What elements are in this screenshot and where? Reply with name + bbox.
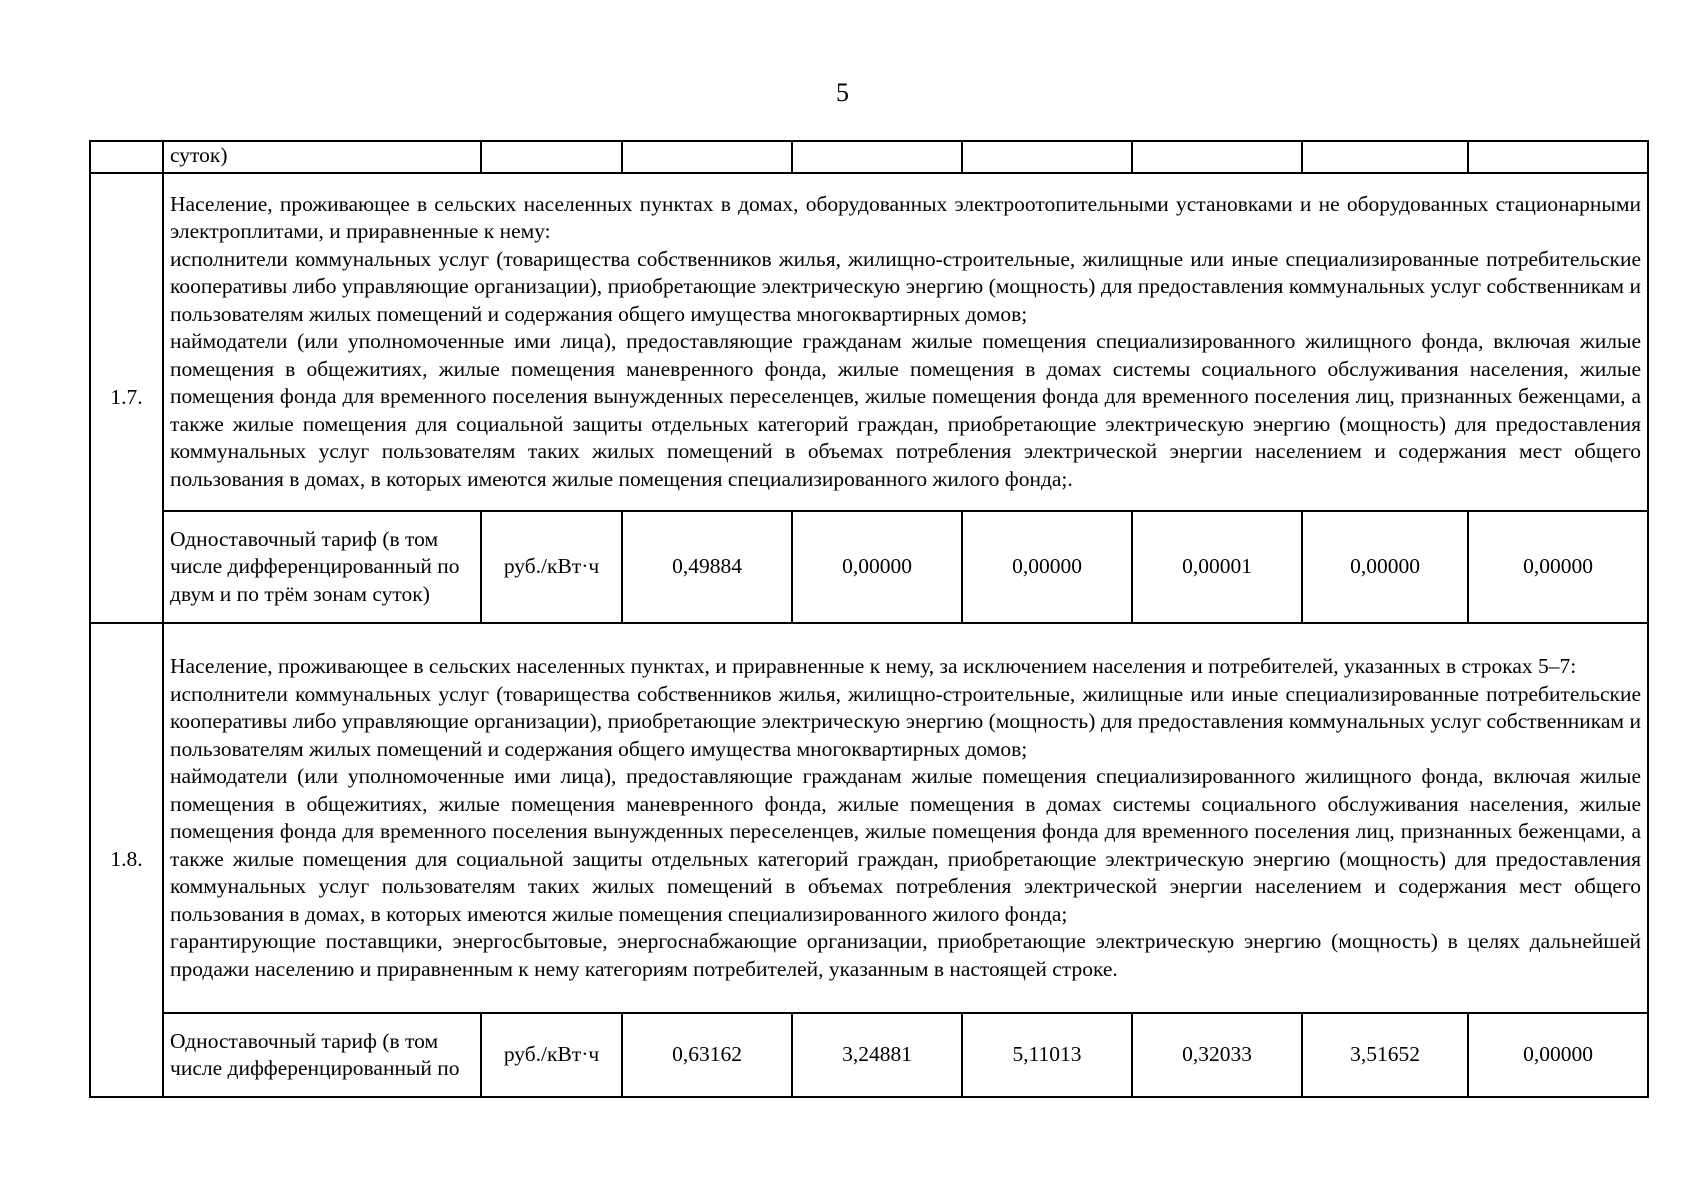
tariff-value: 0,00000 [962, 511, 1132, 623]
tariff-label: Одноставочный тариф (в том числе дифференцированный по [163, 1013, 481, 1097]
tariff-value: 0,00000 [1302, 511, 1468, 623]
description-paragraph: Население, проживающее в сельских населенных пунктах в домах, оборудованных электроотопительными установками и не оборудованных стационарными электроплитами, и приравненные к нему: [170, 191, 1641, 244]
tariff-unit: руб./кВт·ч [481, 511, 622, 623]
page-number: 5 [836, 78, 849, 107]
value-cell [962, 141, 1132, 173]
tariff-label: Одноставочный тариф (в том числе дифференцированный по двум и по трём зонам суток) [163, 511, 481, 623]
value-cell [1132, 141, 1302, 173]
section-row-1-8 [90, 623, 1648, 1013]
description-paragraph: гарантирующие поставщики, энергосбытовые, энергоснабжающие организации, приобретающие электрическую энергию (мощность) в целях дальнейшей продажи населению и приравненным к нему категориям потребителей, указанным в настоящей строке. [170, 929, 1641, 981]
tariff-value: 0,00000 [1468, 1013, 1648, 1097]
tariff-row [90, 1013, 1648, 1097]
consumer-description [163, 173, 1648, 511]
value-cell [1302, 141, 1468, 173]
tariff-value: 0,00000 [792, 511, 962, 623]
tariff-value: 0,00001 [1132, 511, 1302, 623]
tariff-value: 0,00000 [1468, 511, 1648, 623]
description-paragraph: исполнители коммунальных услуг (товарищества собственников жилья, жилищно-строительные, жилищные или иные специализированные потребительские кооперативы либо управляющие организации), приобретающие электрическую энергию (мощность) для предоставления коммунальных услуг собственникам и пользователям жилых помещений и содержания общего имущества многоквартирных домов; [170, 246, 1641, 326]
row-number: 1.8. [90, 623, 163, 1097]
tariff-unit: руб./кВт·ч [481, 1013, 622, 1097]
consumer-description [163, 623, 1648, 1013]
continuation-row [90, 141, 1648, 173]
tariff-value: 5,11013 [962, 1013, 1132, 1097]
description-paragraph: исполнители коммунальных услуг (товарищества собственников жилья, жилищно-строительные, жилищные или иные специализированные потребительские кооперативы либо управляющие организации), приобретающие электрическую энергию (мощность) для предоставления коммунальных услуг собственникам и пользователям жилых помещений и содержания общего имущества многоквартирных домов; [170, 681, 1641, 761]
tariff-value: 0,49884 [622, 511, 792, 623]
value-cell [1468, 141, 1648, 173]
continuation-label: суток) [163, 141, 481, 173]
tariff-value: 3,51652 [1302, 1013, 1468, 1097]
tariff-row [90, 511, 1648, 623]
description-paragraph: Население, проживающее в сельских населенных пунктах, и приравненные к нему, за исключением населения и потребителей, указанных в строках 5–7: [170, 654, 1577, 678]
section-row-1-7 [90, 173, 1648, 511]
value-cell [622, 141, 792, 173]
tariff-value: 0,32033 [1132, 1013, 1302, 1097]
unit-cell [481, 141, 622, 173]
description-paragraph: наймодатели (или уполномоченные ими лица), предоставляющие гражданам жилые помещения специализированного жилищного фонда, включая жилые помещения в общежитиях, жилые помещения маневренного фонда, жилые помещения в домах системы социального обслуживания населения, жилые помещения фонда для временного поселения вынужденных переселенцев, жилые помещения фонда для временного поселения лиц, признанных беженцами, а также жилые помещения для социальной защиты отдельных категорий граждан, приобретающие электрическую энергию (мощность) для предоставления коммунальных услуг пользователям таких жилых помещений в объемах потребления электрической энергии населением и содержания мест общего пользования в домах, в которых имеются жилые помещения специализированного жилого фонда;. [170, 329, 1641, 491]
tariff-value: 0,63162 [622, 1013, 792, 1097]
tariff-table [89, 140, 1649, 1098]
row-number: 1.7. [90, 173, 163, 623]
value-cell [792, 141, 962, 173]
tariff-value: 3,24881 [792, 1013, 962, 1097]
row-number-cell [90, 141, 163, 173]
description-paragraph: наймодатели (или уполномоченные ими лица), предоставляющие гражданам жилые помещения специализированного жилищного фонда, включая жилые помещения в общежитиях, жилые помещения маневренного фонда, жилые помещения в домах системы социального обслуживания населения, жилые помещения фонда для временного поселения вынужденных переселенцев, жилые помещения фонда для временного поселения лиц, признанных беженцами, а также жилые помещения для социальной защиты отдельных категорий граждан, приобретающие электрическую энергию (мощность) для предоставления коммунальных услуг пользователям таких жилых помещений в объемах потребления электрической энергии населением и содержания мест общего пользования в домах, в которых имеются жилые помещения специализированного жилого фонда; [170, 764, 1641, 926]
